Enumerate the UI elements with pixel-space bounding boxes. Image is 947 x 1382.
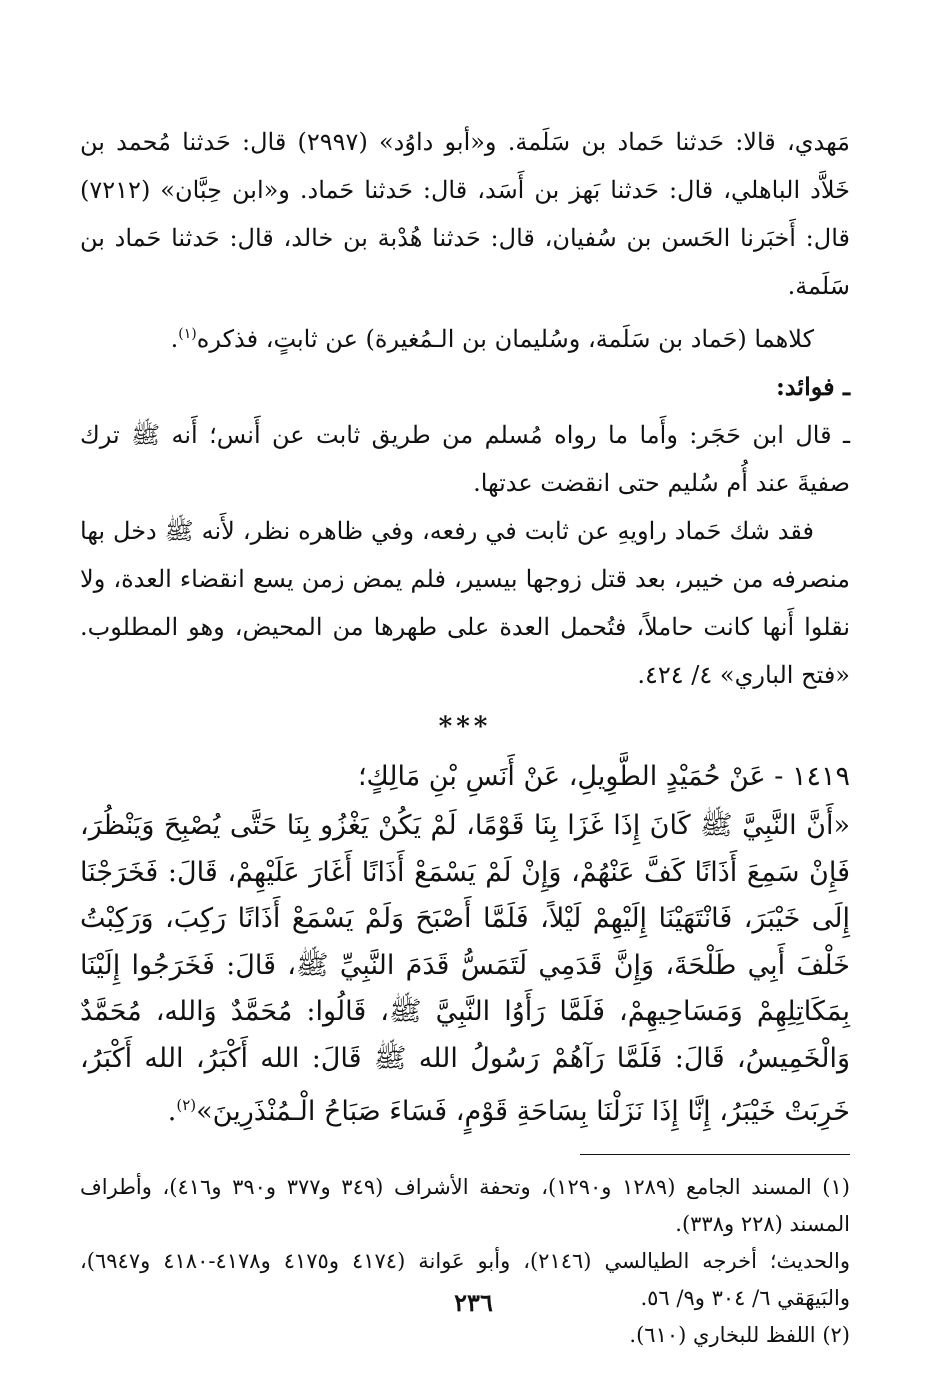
ibn-hajar-paragraph: ـ قال ابن حَجَر: وأَما ما رواه مُسلم من طريق ثابت عن أَنس؛ أَنه ﷺ ترك صفيةَ عند أُم سُليم حتى انقضت عدتها. bbox=[80, 421, 850, 497]
fawaid-heading: ـ فوائد: bbox=[775, 372, 850, 401]
page-content bbox=[80, 118, 850, 1358]
hadith-number: ١٤١٩ bbox=[791, 761, 850, 792]
hadith-matn-text: «أَنَّ النَّبِيَّ ﷺ كَانَ إِذَا غَزَا بِنَا قَوْمًا، لَمْ يَكُنْ يَغْزُو بِنَا حَتَّى يُصْبِحَ وَيَنْظُرَ، فَإِنْ سَمِعَ أَذَانًا كَفَّ عَنْهُمْ، وَإِنْ لَمْ يَسْمَعْ أَذَانًا أَغَارَ عَلَيْهِمْ، قَالَ: فَخَرَجْنَا إِلَى خَيْبَرَ، فَانْتَهَيْنَا إِلَيْهِمْ لَيْلاً، فَلَمَّا أَصْبَحَ وَلَمْ يَسْمَعْ أَذَانًا رَكِبَ، وَرَكِبْتُ خَلْفَ أَبِي طَلْحَةَ، وَإِنَّ قَدَمِي لَتَمَسُّ قَدَمَ النَّبِيِّ ﷺ، قَالَ: فَخَرَجُوا إِلَيْنَا بِمَكَاتِلِهِمْ وَمَسَاحِيهِمْ، فَلَمَّا رَأَوُا النَّبِيَّ ﷺ، قَالُوا: مُحَمَّدٌ وَالله، مُحَمَّدٌ وَالْخَمِيسُ، قَالَ: فَلَمَّا رَآهُمْ رَسُولُ الله ﷺ قَالَ: الله أَكْبَرُ، الله أَكْبَرُ، خَرِبَتْ خَيْبَرُ، إِنَّا إِذَا نَزَلْنَا بِسَاحَةِ قَوْمٍ، فَسَاءَ صَبَاحُ الْـمُنْذَرِينَ» bbox=[80, 810, 850, 1127]
commentary-paragraph: فقد شك حَماد راويهِ عن ثابت في رفعه، وفي ظاهره نظر، لأَنه ﷺ دخل بها منصرفه من خيبر، بعد قتل زوجها بيسير، فلم يمض زمن يسع انقضاء العدة، ولا نقلوا أَنها كانت حاملاً، فتُحمل العدة على طهرها من المحيض، وهو المطلوب. «فتح الباري» ٤/ ٤٢٤. bbox=[80, 517, 850, 689]
hadith-matn bbox=[80, 803, 850, 1136]
footnote-1: (١) المسند الجامع (١٢٨٩ و١٢٩٠)، وتحفة الأشراف (٣٤٩ و٣٧٧ و٣٩٠ و٤١٦)، وأطراف المسند (٢٢٨ و٣٣٨). bbox=[80, 1174, 850, 1236]
page-number: ٢٣٦ bbox=[454, 1288, 493, 1317]
hadith-isnad: عَنْ حُمَيْدٍ الطَّوِيلِ، عَنْ أَنَسِ بْنِ مَالِكٍ؛ bbox=[357, 761, 766, 792]
hadith-matn-end: . bbox=[167, 1096, 177, 1127]
isnad-paragraph: مَهدي، قالا: حَدثنا حَماد بن سَلَمة. و«أبو داوُد» (٢٩٩٧) قال: حَدثنا مُحمد بن خَلاَّد الباهلي، قال: حَدثنا بَهز بن أَسَد، قال: حَدثنا حَماد. و«ابن حِبَّان» (٧٢١٢) قال: أَخبَرنا الحَسن بن سُفيان، قال: حَدثنا هُدْبة بن خالد، قال: حَدثنا حَماد بن سَلَمة. bbox=[80, 128, 851, 300]
hadith-header bbox=[80, 751, 850, 803]
footnote-marker-1[interactable]: (١) bbox=[178, 326, 197, 342]
footnote-2: (٢) اللفظ للبخاري (٦١٠). bbox=[629, 1322, 850, 1347]
hadith-dash: - bbox=[774, 761, 784, 792]
footnote-divider bbox=[580, 1154, 850, 1155]
summary-text: كلاهما (حَماد بن سَلَمة، وسُليمان بن الـمُغيرة) عن ثابتٍ، فذكره bbox=[196, 325, 814, 353]
footnote-1-continued: والحديث؛ أخرجه الطيالسي (٢١٤٦)، وأبو عَوانة (٤١٧٤ و٤١٧٥ و٤١٧٨-٤١٨٠ و٦٩٤٧)، والبَيهَقي ٦/ ٣٠٤ و٩/ ٥٦. bbox=[80, 1248, 850, 1310]
summary-paragraph: كلاهما (حَماد بن سَلَمة، وسُليمان بن الـمُغيرة) عن ثابتٍ، فذكره$^{(١)}$. bbox=[170, 325, 814, 353]
section-separator: *** bbox=[438, 712, 492, 742]
footnote-marker-2[interactable]: (٢) bbox=[176, 1096, 197, 1114]
